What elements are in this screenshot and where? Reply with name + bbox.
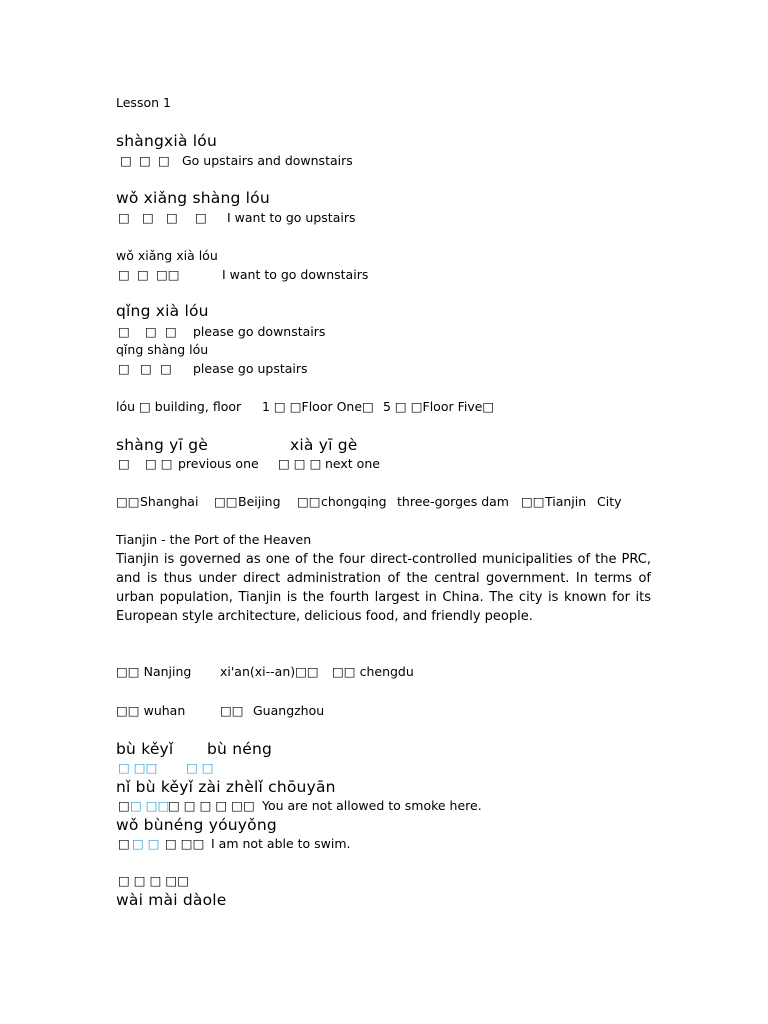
city-tianjin: Tianjin [545, 494, 587, 509]
cities-row-2 [0, 664, 768, 682]
final-hanzi-row [0, 873, 768, 891]
hanzi-row-2 [0, 210, 768, 228]
pinyin-shangxia-lou: shàngxià lóu [116, 132, 217, 150]
pinyin-sentence-swim: wǒ bùnéng yóuyǒng [116, 816, 277, 834]
city-hanzi: □□ [521, 494, 545, 509]
prev-next-hanzi-row [0, 456, 768, 474]
cities-row-3 [0, 703, 768, 721]
pinyin-qing-xia-lou: qǐng xià lóu [116, 302, 209, 320]
english-swim-sentence: I am not able to swim. [211, 836, 351, 851]
pinyin-wo-xiang-shang-lou: wǒ xiǎng shàng lóu [116, 189, 270, 207]
keyi-hanzi-row [0, 760, 768, 778]
city-guangzhou: Guangzhou [253, 703, 325, 718]
hanzi-bu-neng: □ □ [186, 760, 214, 775]
hanzi-chars: □ □ □ □ □□ [168, 798, 255, 813]
hanzi-char: □ [118, 210, 130, 225]
hanzi-wai-mai-dao-le: □ □ □ □□ [118, 873, 189, 888]
swim-hanzi-row [0, 836, 768, 854]
cities-row-1 [0, 494, 768, 512]
pinyin-qing-shang-lou: qǐng shàng lóu [116, 342, 209, 357]
hanzi-chars: □ □ [145, 456, 173, 471]
hanzi-char: □ [165, 324, 177, 339]
hanzi-chars: □ □ □ [278, 456, 322, 471]
city-nanjing: □□ Nanjing [116, 664, 192, 679]
hanzi-char: □ [166, 210, 178, 225]
floor-five: 5 □ □Floor Five□ [383, 399, 495, 414]
hanzi-row-1 [0, 153, 768, 171]
english-next-one: next one [325, 456, 380, 471]
hanzi-char: □ [118, 361, 130, 376]
city-shanghai: Shanghai [140, 494, 199, 509]
city-label: City [597, 494, 622, 509]
hanzi-char: □ [160, 361, 172, 376]
pinyin-bu-keyi: bù kěyǐ [116, 740, 174, 758]
lesson-title: Lesson 1 [116, 95, 171, 110]
floor-one: 1 □ □Floor One□ [262, 399, 374, 414]
city-chongqing: chongqing [321, 494, 387, 509]
english-translation: Go upstairs and downstairs [182, 153, 353, 168]
hanzi-char: □ [140, 361, 152, 376]
prev-next-pinyin-row [0, 436, 768, 456]
hanzi-char: □ [142, 210, 154, 225]
english-smoke-sentence: You are not allowed to smoke here. [262, 798, 482, 813]
hanzi-char: □ [120, 153, 132, 168]
hanzi-char: □ [158, 153, 170, 168]
city-hanzi: □□ [116, 494, 140, 509]
tianjin-title: Tianjin - the Port of the Heaven [116, 532, 312, 547]
hanzi-char: □ [145, 324, 157, 339]
city-chengdu: □□ chengdu [332, 664, 414, 679]
hanzi-char: □□ [156, 267, 180, 282]
hanzi-row-5 [0, 361, 768, 379]
pinyin-shang-yi-ge: shàng yī gè [116, 436, 208, 454]
lou-definition: lóu □ building, floor [116, 399, 242, 414]
tianjin-paragraph: Tianjin is governed as one of the four direct-controlled municipalities of the PRC, and is thus under direct administration of the central government. In terms of urban population, Tianjin is the fourth largest in China. The city is known for its European style architecture, delicious food, and friendly people. [116, 552, 651, 624]
pinyin-sentence-smoke: nǐ bù kěyǐ zài zhèlǐ chōuyān [116, 778, 336, 796]
pinyin-wai-mai-dao-le: wài mài dàole [116, 891, 227, 909]
hanzi-bu-keyi: □ □□ [118, 760, 158, 775]
city-hanzi: □□ [214, 494, 238, 509]
hanzi-row-3 [0, 267, 768, 285]
english-translation: I want to go downstairs [222, 267, 369, 282]
hanzi-char: □ [118, 324, 130, 339]
hanzi-bu-keyi: □ □□ [130, 798, 170, 813]
hanzi-bu-neng: □ □ [132, 836, 160, 851]
city-wuhan: □□ wuhan [116, 703, 186, 718]
keyi-pinyin-row [0, 740, 768, 760]
hanzi-char: □ [118, 456, 130, 471]
hanzi-char: □ [195, 210, 207, 225]
city-xian: xi'an(xi--an)□□ [220, 664, 319, 679]
city-beijing: Beijing [238, 494, 281, 509]
english-translation: please go downstairs [193, 324, 326, 339]
city-hanzi: □□ [220, 703, 244, 718]
hanzi-char: □ [137, 267, 149, 282]
hanzi-char: □ [139, 153, 151, 168]
smoke-hanzi-row [0, 798, 768, 816]
hanzi-char: □ [118, 836, 130, 851]
city-hanzi: □□ [297, 494, 321, 509]
english-translation: I want to go upstairs [227, 210, 356, 225]
english-previous-one: previous one [178, 456, 259, 471]
english-translation: please go upstairs [193, 361, 308, 376]
pinyin-xia-yi-ge: xià yī gè [290, 436, 358, 454]
hanzi-char: □ [118, 798, 130, 813]
lou-definition-row [0, 399, 768, 417]
hanzi-chars: □ □□ [165, 836, 205, 851]
hanzi-row-4 [0, 324, 768, 342]
pinyin-bu-neng: bù néng [207, 740, 273, 758]
three-gorges-dam: three-gorges dam [397, 494, 509, 509]
pinyin-wo-xiang-xia-lou: wǒ xiǎng xià lóu [116, 248, 218, 263]
hanzi-char: □ [118, 267, 130, 282]
